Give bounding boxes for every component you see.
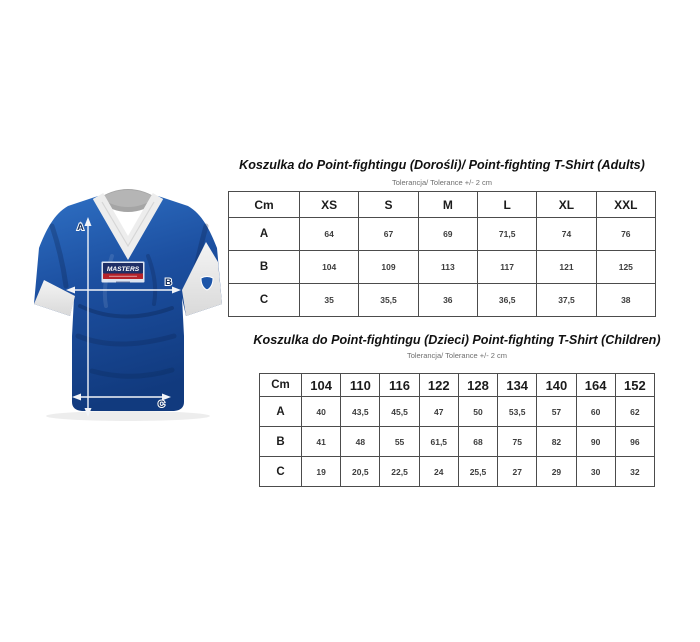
table-row [260, 427, 655, 457]
tshirt-illustration [22, 186, 238, 426]
size-cell: 75 [498, 427, 537, 457]
size-cell: 47 [419, 397, 458, 427]
size-cell: 45,5 [380, 397, 419, 427]
size-cell: 40 [302, 397, 341, 427]
table-row [229, 251, 656, 284]
tshirt-photo [22, 186, 238, 426]
table-row [229, 218, 656, 251]
size-cell: 121 [537, 251, 596, 284]
column-header: XS [300, 192, 359, 218]
size-cell: 61,5 [419, 427, 458, 457]
column-header: 134 [498, 374, 537, 397]
size-cell: 36 [418, 284, 477, 317]
row-label: B [260, 427, 302, 457]
size-cell: 76 [596, 218, 655, 251]
size-cell: 35 [300, 284, 359, 317]
column-header: 104 [302, 374, 341, 397]
size-cell: 37,5 [537, 284, 596, 317]
adults-table-title: Koszulka do Point-fightingu (Dorośli)/ Point-fighting T-Shirt (Adults) [239, 158, 645, 172]
size-cell: 67 [359, 218, 418, 251]
table-row [260, 457, 655, 487]
adults-size-table [228, 191, 656, 317]
column-header: 152 [615, 374, 654, 397]
column-header: 122 [419, 374, 458, 397]
size-cell: 96 [615, 427, 654, 457]
row-label: A [260, 397, 302, 427]
column-header: M [418, 192, 477, 218]
size-cell: 71,5 [477, 218, 536, 251]
column-header: S [359, 192, 418, 218]
row-label: A [229, 218, 300, 251]
size-cell: 60 [576, 397, 615, 427]
children-size-table [259, 373, 655, 487]
column-header: 164 [576, 374, 615, 397]
column-header: XXL [596, 192, 655, 218]
size-cell: 109 [359, 251, 418, 284]
size-cell: 35,5 [359, 284, 418, 317]
size-cell: 113 [418, 251, 477, 284]
column-header: 140 [537, 374, 576, 397]
size-cell: 68 [458, 427, 497, 457]
column-header: Cm [229, 192, 300, 218]
column-header: L [477, 192, 536, 218]
size-cell: 125 [596, 251, 655, 284]
row-label: C [260, 457, 302, 487]
measurement-b-label: B [165, 277, 172, 288]
size-cell: 64 [300, 218, 359, 251]
column-header: XL [537, 192, 596, 218]
masters-logo [102, 262, 145, 283]
adults-tolerance-note: Tolerancja/ Tolerance +/- 2 cm [391, 178, 493, 187]
size-cell: 50 [458, 397, 497, 427]
column-header: Cm [260, 374, 302, 397]
size-cell: 22,5 [380, 457, 419, 487]
row-label: B [229, 251, 300, 284]
measurement-c-label: C [158, 399, 165, 410]
size-cell: 82 [537, 427, 576, 457]
row-label: C [229, 284, 300, 317]
size-cell: 104 [300, 251, 359, 284]
size-cell: 48 [341, 427, 380, 457]
table-row [229, 284, 656, 317]
table-row [260, 397, 655, 427]
column-header: 116 [380, 374, 419, 397]
size-cell: 38 [596, 284, 655, 317]
size-cell: 27 [498, 457, 537, 487]
size-cell: 74 [537, 218, 596, 251]
measurement-a-label: A [77, 222, 84, 233]
size-cell: 90 [576, 427, 615, 457]
column-header: 110 [341, 374, 380, 397]
size-cell: 32 [615, 457, 654, 487]
size-cell: 29 [537, 457, 576, 487]
children-table-title: Koszulka do Point-fightingu (Dzieci) Point-fighting T-Shirt (Children) [253, 333, 661, 347]
size-cell: 25,5 [458, 457, 497, 487]
size-cell: 57 [537, 397, 576, 427]
masters-logo-text: MASTERS [106, 266, 140, 273]
size-cell: 30 [576, 457, 615, 487]
table-header-row [260, 374, 655, 397]
size-cell: 117 [477, 251, 536, 284]
size-cell: 36,5 [477, 284, 536, 317]
size-cell: 43,5 [341, 397, 380, 427]
size-cell: 24 [419, 457, 458, 487]
size-cell: 69 [418, 218, 477, 251]
size-cell: 19 [302, 457, 341, 487]
size-cell: 62 [615, 397, 654, 427]
table-header-row [229, 192, 656, 218]
size-cell: 20,5 [341, 457, 380, 487]
children-tolerance-note: Tolerancja/ Tolerance +/- 2 cm [406, 351, 508, 360]
size-cell: 41 [302, 427, 341, 457]
size-cell: 55 [380, 427, 419, 457]
shirt-shadow [46, 411, 210, 421]
size-cell: 53,5 [498, 397, 537, 427]
column-header: 128 [458, 374, 497, 397]
